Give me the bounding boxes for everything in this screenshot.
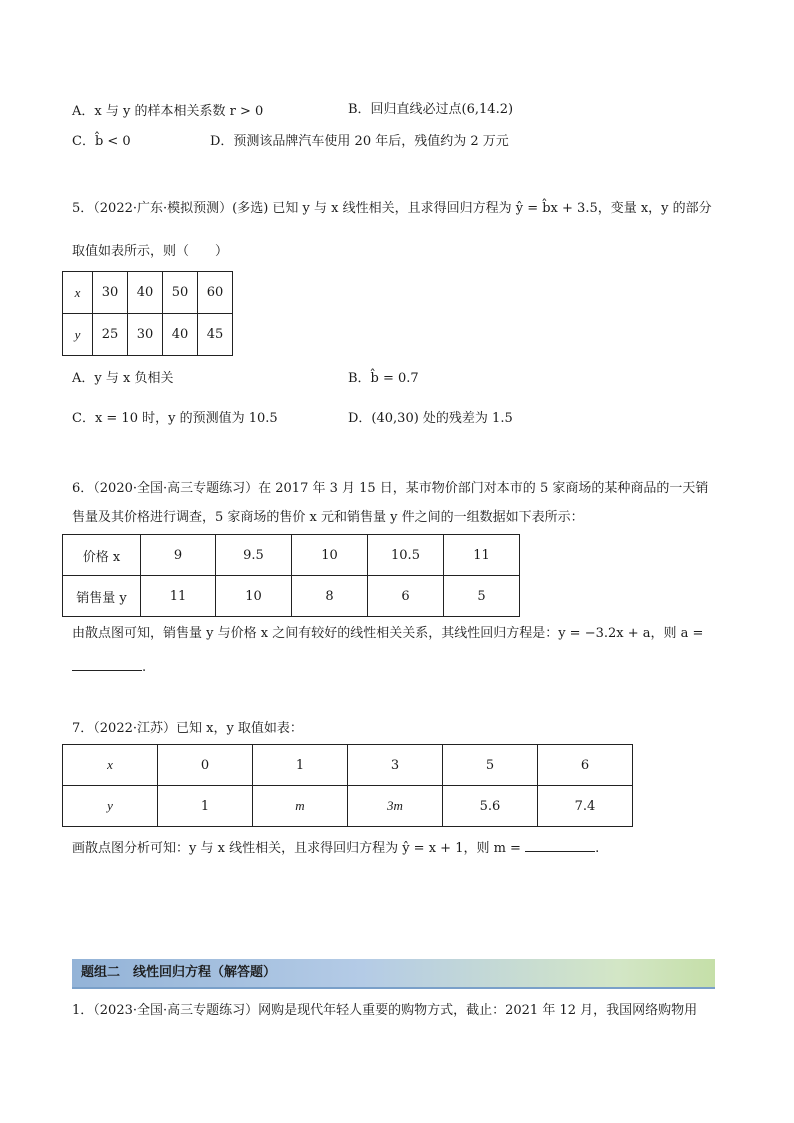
q4-option-a: A．x 与 y 的样本相关系数 r > 0 [72, 104, 264, 119]
q5-option-c: C．x = 10 时，y 的预测值为 10.5 [72, 411, 278, 426]
q6-cell: 11 [141, 576, 216, 617]
q6-cell: 5 [444, 576, 520, 617]
q6-table-row-price [63, 535, 520, 576]
q6-answer-blank[interactable] [72, 656, 142, 671]
q6-cell: 价格 x [63, 535, 141, 576]
q7-cell: 5 [443, 745, 538, 786]
q5-table-row-x [63, 272, 233, 314]
q7-cell: y [63, 786, 158, 827]
q7-after-text: 画散点图分析可知：y 与 x 线性相关，且求得回归方程为 ŷ = x + 1，则 m = [72, 841, 521, 856]
q7-cell: 7.4 [538, 786, 633, 827]
q5-cell: 25 [93, 314, 128, 356]
q6-cell: 10 [292, 535, 368, 576]
q7-cell: 1 [253, 745, 348, 786]
q7-answer-blank[interactable] [525, 837, 595, 852]
q7-cell: 1 [158, 786, 253, 827]
q6-after-line1: 由散点图可知，销售量 y 与价格 x 之间有较好的线性相关关系，其线性回归方程是：y = −3.2x + a，则 a = [72, 626, 704, 641]
q5-cell: 40 [163, 314, 198, 356]
q5-cell: 50 [163, 272, 198, 314]
q7-after-line [72, 837, 599, 858]
q5-cell: 30 [128, 314, 163, 356]
q7-table [62, 744, 633, 827]
q5-table [62, 271, 233, 356]
q6-stem-line2: 售量及其价格进行调查，5 家商场的售价 x 元和销售量 y 件之间的一组数据如下表所示： [72, 510, 584, 525]
q6-period: . [142, 660, 147, 675]
section-banner [72, 959, 715, 989]
q7-table-row-y [63, 786, 633, 827]
q5-option-d: D．(40,30) 处的残差为 1.5 [348, 411, 513, 426]
q6-table-row-sales [63, 576, 520, 617]
q5-cell: 45 [198, 314, 233, 356]
q5-option-b: B．b̂ = 0.7 [348, 371, 419, 386]
q5-option-a: A．y 与 x 负相关 [72, 371, 174, 386]
q6-cell: 10 [216, 576, 292, 617]
q6-cell: 8 [292, 576, 368, 617]
q7-table-row-x [63, 745, 633, 786]
section-q1-line1: 1．（2023·全国·高三专题练习）网购是现代年轻人重要的购物方式，截止：2021 年 12 月，我国网络购物用 [72, 1003, 698, 1018]
q5-cell: 40 [128, 272, 163, 314]
section-title: 题组二 线性回归方程（解答题） [81, 965, 277, 980]
q6-cell: 11 [444, 535, 520, 576]
q7-cell: 5.6 [443, 786, 538, 827]
q7-cell: 0 [158, 745, 253, 786]
q6-cell: 销售量 y [63, 576, 141, 617]
q7-cell: 6 [538, 745, 633, 786]
q6-stem-line1: 6．（2020·全国·高三专题练习）在 2017 年 3 月 15 日，某市物价部门对本市的 5 家商场的某种商品的一天销 [72, 481, 709, 496]
q7-cell: 3 [348, 745, 443, 786]
q4-option-c: C．b̂ < 0 [72, 134, 131, 149]
q6-table [62, 534, 520, 617]
q5-cell: x [63, 272, 93, 314]
q5-cell: 30 [93, 272, 128, 314]
q5-cell: y [63, 314, 93, 356]
q6-cell: 10.5 [368, 535, 444, 576]
q5-cell: 60 [198, 272, 233, 314]
q7-stem: 7．（2022·江苏）已知 x，y 取值如表： [72, 721, 303, 736]
q7-period: . [595, 841, 600, 856]
q5-stem-line2: 取值如表所示，则（ ） [72, 244, 229, 259]
q6-cell: 9.5 [216, 535, 292, 576]
q7-cell: x [63, 745, 158, 786]
q5-table-row-y [63, 314, 233, 356]
q7-cell: m [253, 786, 348, 827]
q6-cell: 9 [141, 535, 216, 576]
q4-option-b: B．回归直线必过点(6,14.2) [348, 102, 514, 117]
q6-answer-line [72, 656, 146, 677]
q6-cell: 6 [368, 576, 444, 617]
q7-cell: 3m [348, 786, 443, 827]
q4-option-d: D．预测该品牌汽车使用 20 年后，残值约为 2 万元 [210, 134, 509, 149]
q5-stem-line1: 5．（2022·广东·模拟预测）(多选) 已知 y 与 x 线性相关，且求得回归方程为 ŷ = b̂x + 3.5，变量 x，y 的部分 [72, 201, 712, 216]
